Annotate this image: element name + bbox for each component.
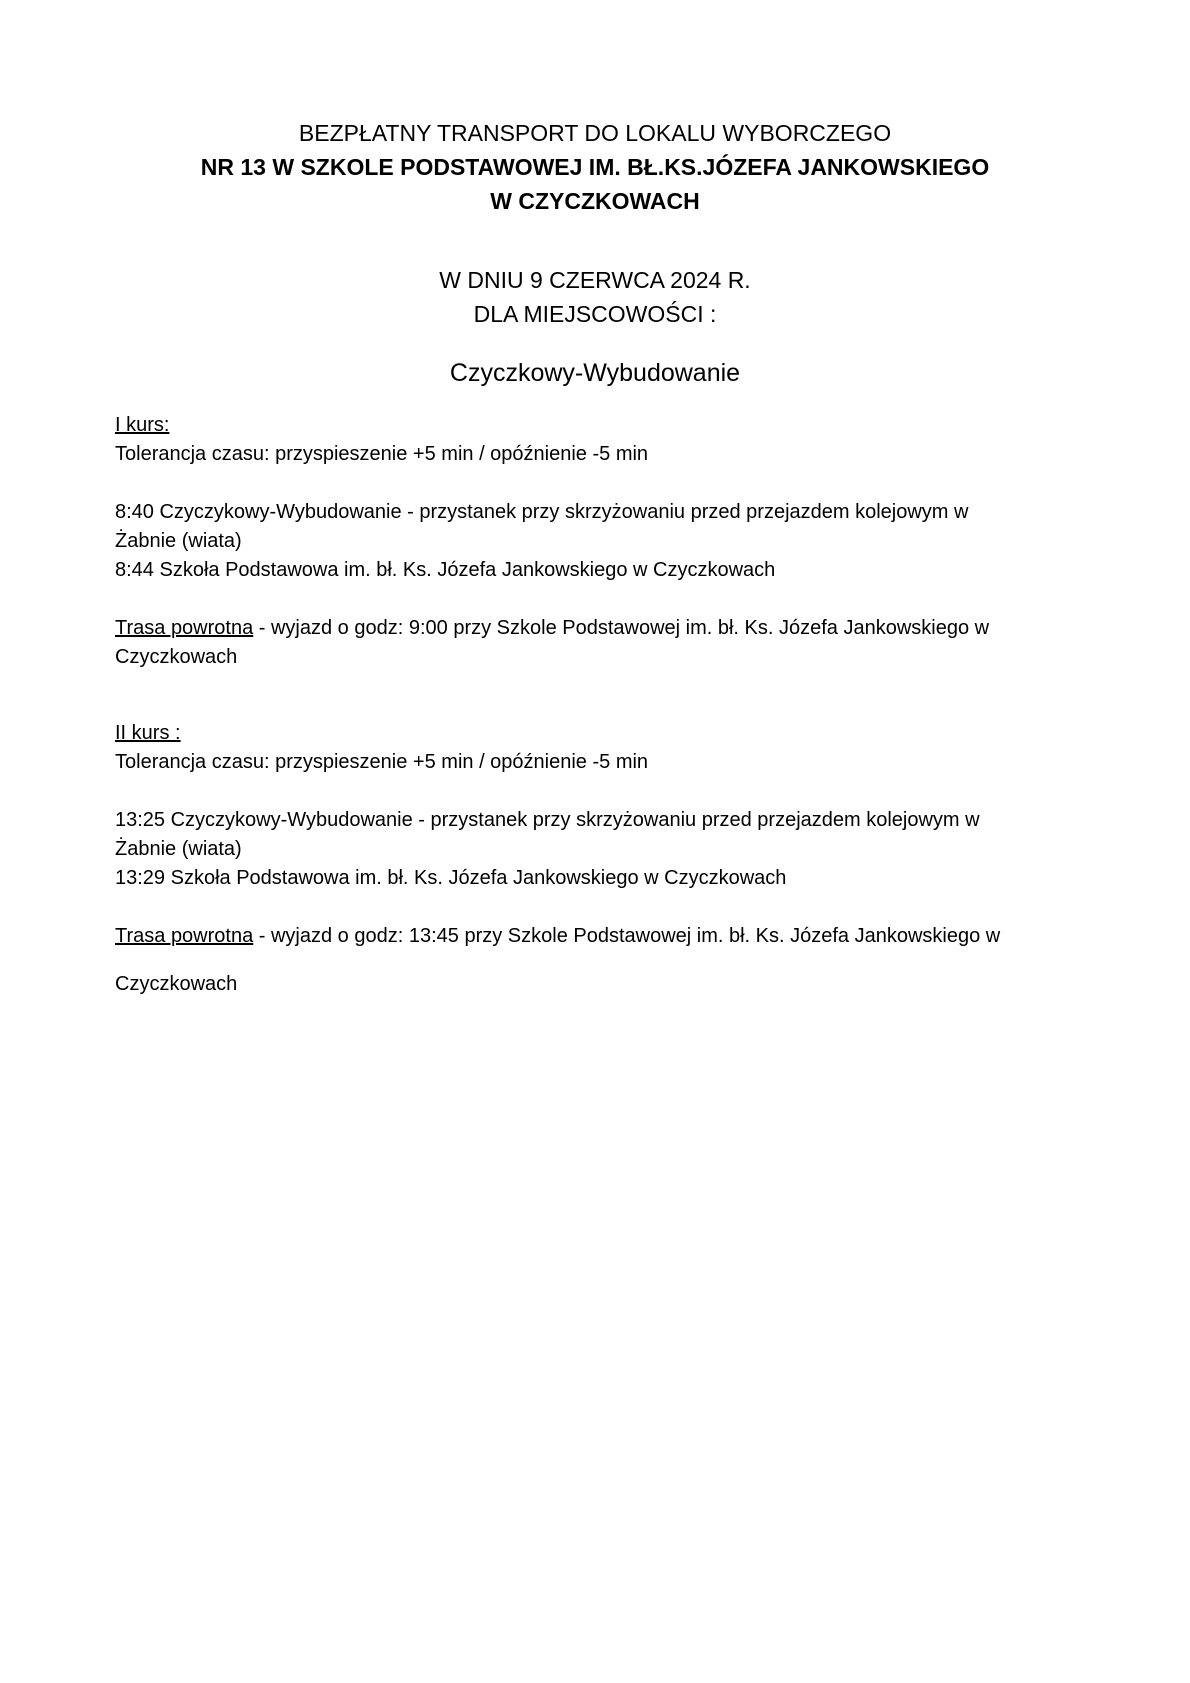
course-stop-1-line-1: 13:25 Czyczykowy-Wybudowanie - przystanek przy skrzyżowaniu przed przejazdem kolejowym w — [115, 809, 980, 831]
date-line: W DNIU 9 CZERWCA 2024 R. — [439, 267, 751, 293]
course-section-1 — [115, 411, 1075, 672]
course-return-line-1 — [115, 922, 1075, 951]
title-line-2: NR 13 W SZKOLE PODSTAWOWEJ IM. BŁ.KS.JÓZEFA JANKOWSKIEGO — [200, 154, 990, 180]
document-title — [0, 116, 1190, 218]
course-stop-1-line-2: Żabnie (wiata) — [115, 530, 242, 552]
course-2-return-line-2: Czyczkowach — [115, 973, 238, 995]
return-label: Trasa powrotna — [115, 617, 254, 639]
spacer — [115, 893, 1075, 922]
course-stop-2: 8:44 Szkoła Podstawowa im. bł. Ks. Józefa Jankowskiego w Czyczkowach — [115, 559, 776, 581]
course-tolerance: Tolerancja czasu: przyspieszenie +5 min / opóźnienie -5 min — [115, 443, 649, 465]
place-name: Czyczkowy-Wybudowanie — [449, 359, 741, 387]
return-text: - wyjazd o godz: 13:45 przy Szkole Podstawowej im. bł. Ks. Józefa Jankowskiego w — [253, 925, 1001, 947]
return-label: Trasa powrotna — [115, 925, 254, 947]
course-return-line-2: Czyczkowach — [115, 646, 238, 668]
spacer — [115, 585, 1075, 614]
for-places-line: DLA MIEJSCOWOŚCI : — [473, 301, 717, 327]
course-stop-1-line-1: 8:40 Czyczykowy-Wybudowanie - przystanek przy skrzyżowaniu przed przejazdem kolejowym w — [115, 501, 969, 523]
spacer — [115, 469, 1075, 498]
return-text: - wyjazd o godz: 9:00 przy Szkole Podstawowej im. bł. Ks. Józefa Jankowskiego w — [253, 617, 990, 639]
spacer — [115, 777, 1075, 806]
title-line-1: BEZPŁATNY TRANSPORT DO LOKALU WYBORCZEGO — [298, 120, 892, 146]
course-label: I kurs: — [115, 414, 170, 436]
date-block — [0, 263, 1190, 331]
course-stop-2: 13:29 Szkoła Podstawowa im. bł. Ks. Józefa Jankowskiego w Czyczkowach — [115, 867, 787, 889]
course-stop-1-line-2: Żabnie (wiata) — [115, 838, 242, 860]
course-return-line-1 — [115, 614, 1075, 643]
course-section-2 — [115, 719, 1075, 951]
title-line-3: W CZYCZKOWACH — [490, 188, 700, 214]
course-tolerance: Tolerancja czasu: przyspieszenie +5 min / opóźnienie -5 min — [115, 751, 649, 773]
course-label: II kurs : — [115, 722, 181, 744]
